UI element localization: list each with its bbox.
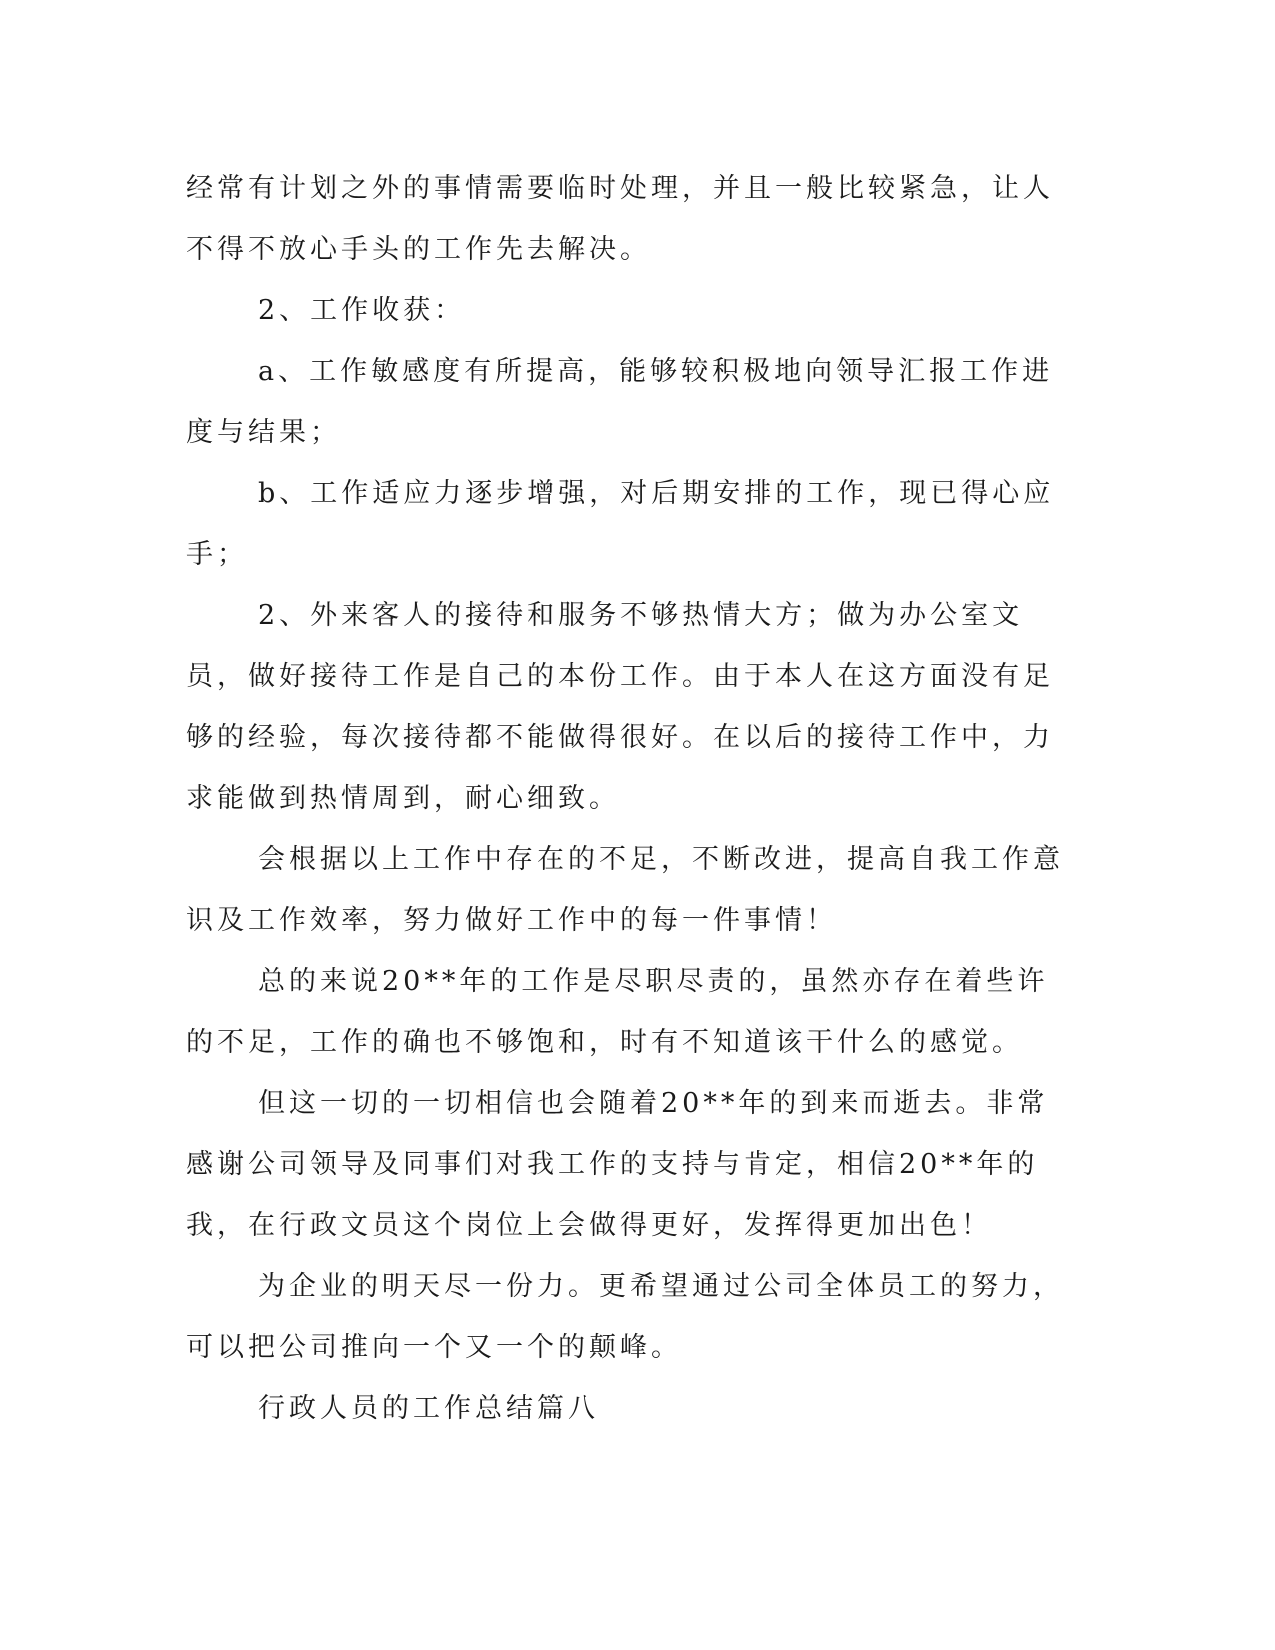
paragraph-gain-a: a、工作敏感度有所提高，能够较积极地向领导汇报工作进度与结果； — [186, 356, 1054, 448]
paragraph-improvement: 会根据以上工作中存在的不足，不断改进，提高自我工作意识及工作效率，努力做好工作中的每一件事情！ — [186, 844, 1064, 936]
paragraph-summary: 总的来说20**年的工作是尽职尽责的，虽然亦存在着些许的不足，工作的确也不够饱和，时有不知道该干什么的感觉。 — [186, 966, 1049, 1058]
section-heading: 行政人员的工作总结篇八 — [258, 1393, 599, 1424]
paragraph-effort: 为企业的明天尽一份力。更希望通过公司全体员工的努力，可以把公司推向一个又一个的颠峰。 — [186, 1271, 1064, 1363]
paragraph-gain-b: b、工作适应力逐步增强，对后期安排的工作，现已得心应手； — [186, 478, 1055, 570]
document-body — [186, 158, 1066, 1439]
paragraph-continuation: 经常有计划之外的事情需要临时处理，并且一般比较紧急，让人不得不放心手头的工作先去解决。 — [186, 173, 1054, 265]
paragraph-reception-shortcoming: 2、外来客人的接待和服务不够热情大方；做为办公室文员，做好接待工作是自己的本份工作。由于本人在这方面没有足够的经验，每次接待都不能做得很好。在以后的接待工作中，力求能做到热情周到，耐心细致。 — [186, 600, 1054, 814]
paragraph-work-gains-heading: 2、工作收获： — [258, 295, 466, 326]
paragraph-thanks: 但这一切的一切相信也会随着20**年的到来而逝去。非常感谢公司领导及同事们对我工作的支持与肯定，相信20**年的我，在行政文员这个岗位上会做得更好，发挥得更加出色！ — [186, 1088, 1049, 1241]
